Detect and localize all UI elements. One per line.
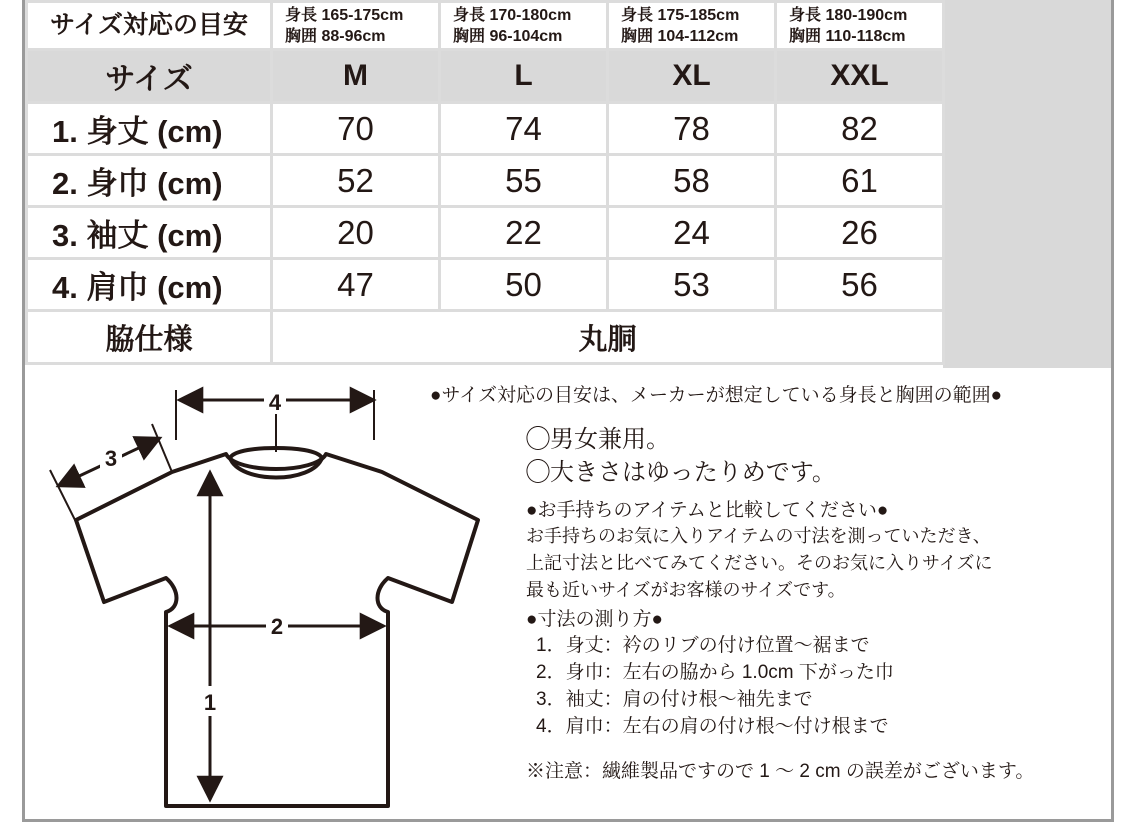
row-label: 3. 袖丈 (cm)	[27, 207, 272, 259]
compare-title: ●お手持ちのアイテムと比較してください●	[526, 500, 889, 521]
cell-value: 82	[776, 103, 944, 155]
cell-value: 20	[272, 207, 440, 259]
row-label: 4. 肩巾 (cm)	[27, 259, 272, 311]
measure-item: 1．身丈：衿のリブの付け位置〜裾まで	[536, 635, 870, 656]
guide-row	[27, 2, 944, 50]
table-row	[27, 207, 944, 259]
cell-value: 56	[776, 259, 944, 311]
size-name: XXL	[776, 50, 944, 103]
warning-note: ※注意：繊維製品ですので 1 〜 2 cm の誤差がございます。	[526, 761, 1035, 782]
header-fill	[943, 0, 1111, 368]
tshirt-diagram	[44, 380, 488, 810]
side-spec-label: 脇仕様	[27, 311, 272, 364]
notes-title: ●サイズ対応の目安は、メーカーが想定している身長と胸囲の範囲●	[430, 385, 1003, 406]
cell-value: 50	[440, 259, 608, 311]
cell-value: 55	[440, 155, 608, 207]
cell-value: 52	[272, 155, 440, 207]
side-spec-value: 丸胴	[272, 311, 944, 364]
measure-label-3: 3	[104, 446, 118, 471]
guide-cell: 身長 175-185cm 胸囲 104-112cm	[608, 2, 776, 50]
measure-label-1: 1	[203, 690, 217, 715]
measure-item: 3．袖丈：肩の付け根〜袖先まで	[536, 689, 813, 710]
guide-cell: 身長 165-175cm 胸囲 88-96cm	[272, 2, 440, 50]
measure-item: 2．身巾：左右の脇から 1.0cm 下がった巾	[536, 662, 894, 683]
size-name: XL	[608, 50, 776, 103]
compare-line: 上記寸法と比べてみてください。そのお気に入りサイズに	[526, 553, 993, 573]
cell-value: 58	[608, 155, 776, 207]
row-label: 1. 身丈 (cm)	[27, 103, 272, 155]
size-name: L	[440, 50, 608, 103]
size-table	[25, 0, 945, 365]
row-label: 2. 身巾 (cm)	[27, 155, 272, 207]
cell-value: 26	[776, 207, 944, 259]
guide-cell: 身長 180-190cm 胸囲 110-118cm	[776, 2, 944, 50]
measure-title: ●寸法の測り方●	[526, 609, 663, 630]
fit-note: ◯大きさはゆったりめです。	[526, 459, 836, 486]
cell-value: 24	[608, 207, 776, 259]
measure-item: 4．肩巾：左右の肩の付け根〜付け根まで	[536, 716, 889, 737]
table-row	[27, 259, 944, 311]
cell-value: 70	[272, 103, 440, 155]
compare-line: お手持ちのお気に入りアイテムの寸法を測っていただき、	[526, 526, 991, 546]
compare-line: 最も近いサイズがお客様のサイズです。	[526, 580, 846, 600]
cell-value: 47	[272, 259, 440, 311]
guide-label: サイズ対応の目安	[27, 2, 272, 50]
cell-value: 78	[608, 103, 776, 155]
measure-label-2: 2	[270, 614, 284, 639]
side-spec-row	[27, 311, 944, 364]
cell-value: 53	[608, 259, 776, 311]
cell-value: 61	[776, 155, 944, 207]
size-name: M	[272, 50, 440, 103]
guide-cell: 身長 170-180cm 胸囲 96-104cm	[440, 2, 608, 50]
size-label: サイズ	[27, 50, 272, 103]
notes-panel	[430, 380, 1100, 783]
size-header-row	[27, 50, 944, 103]
measure-label-4: 4	[268, 390, 282, 415]
table-row	[27, 155, 944, 207]
cell-value: 74	[440, 103, 608, 155]
cell-value: 22	[440, 207, 608, 259]
unisex-note: ◯男女兼用。	[526, 426, 670, 453]
table-row	[27, 103, 944, 155]
